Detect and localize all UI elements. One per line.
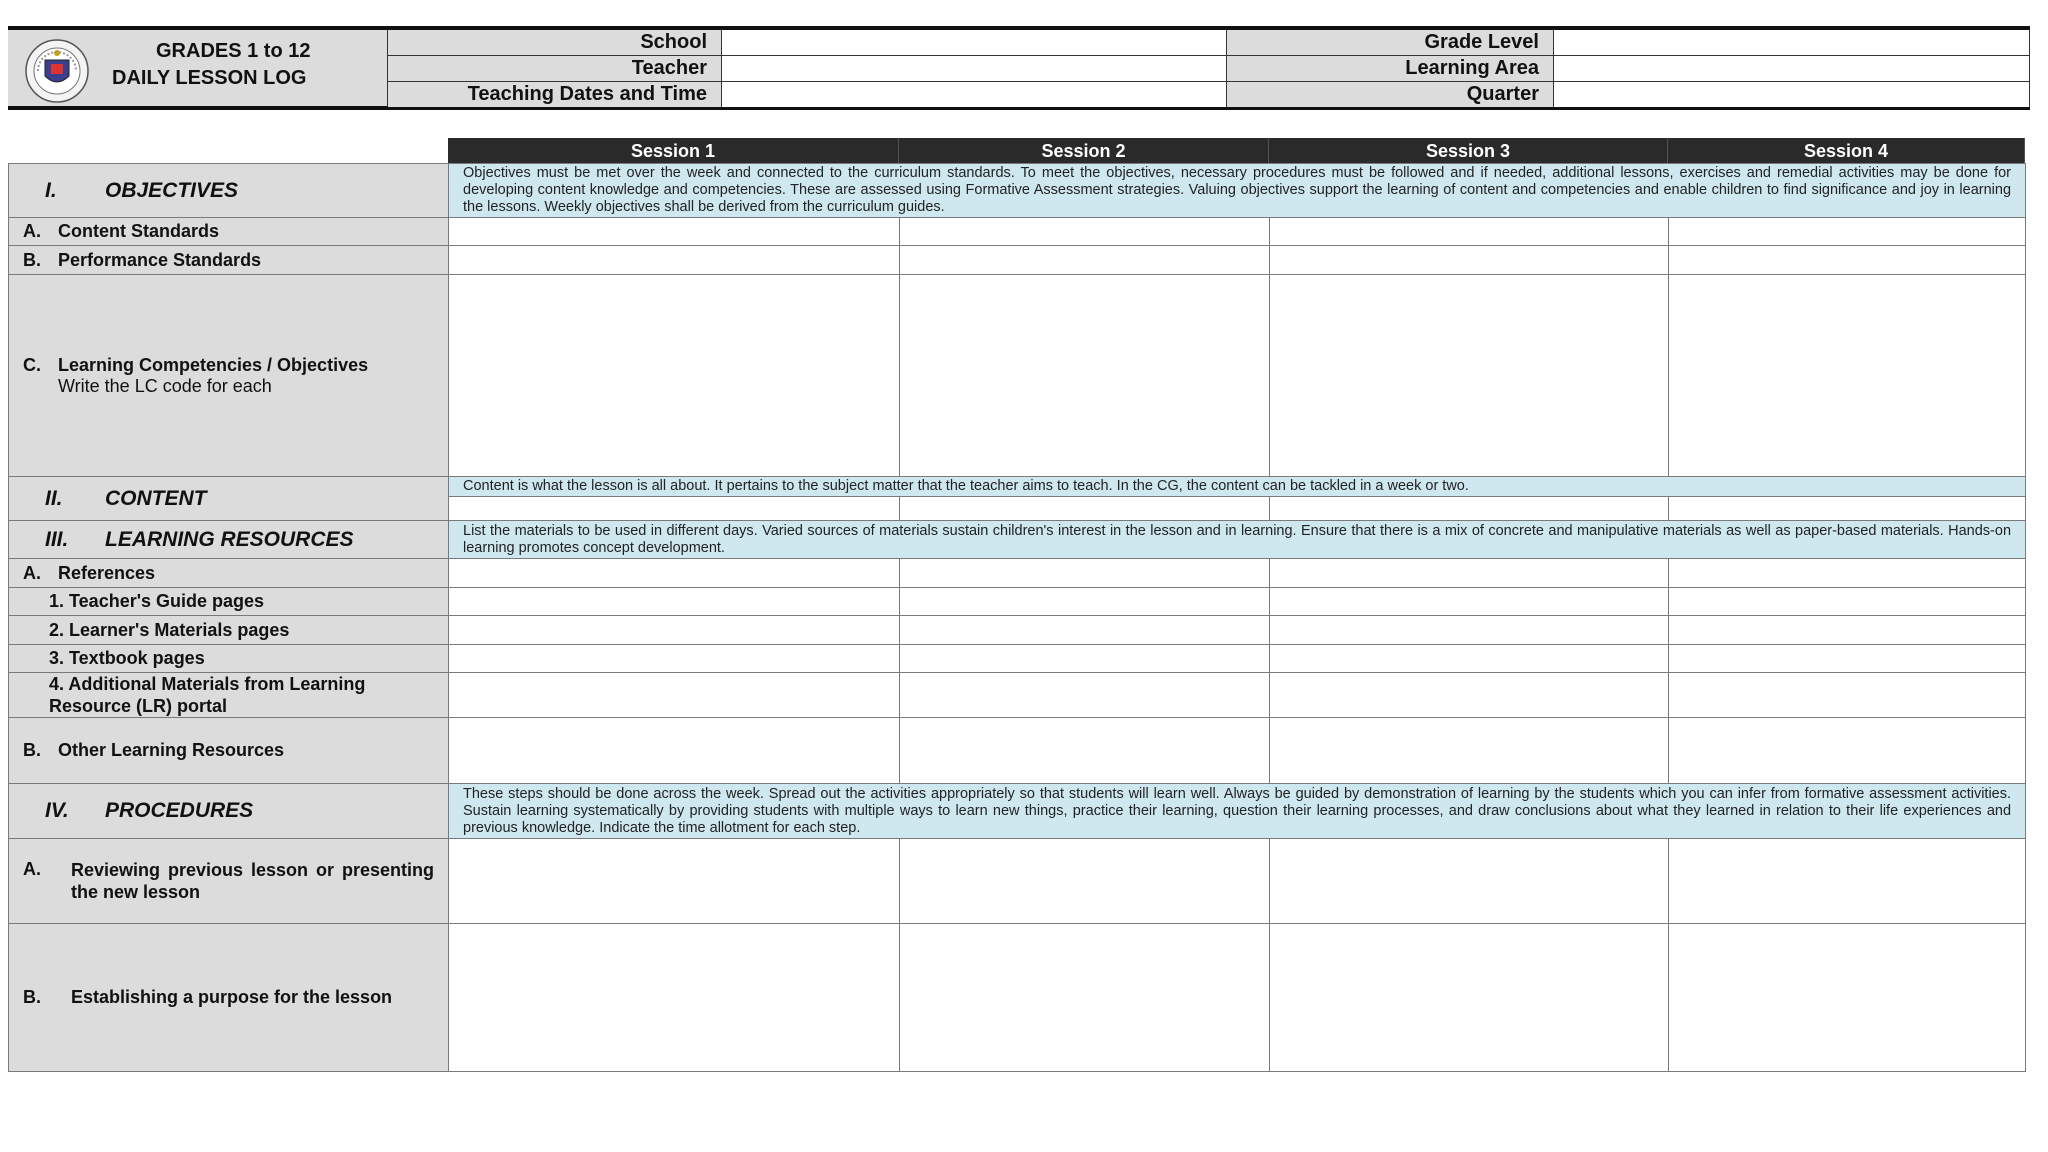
content-note: Content is what the lesson is all about. It pertains to the subject matter that the teacher aims to teach. In the CG, the content can be tackled in a week or two.: [449, 477, 2026, 497]
reviewing-lesson-s2[interactable]: [900, 839, 1270, 924]
textbook-pages-s3[interactable]: [1270, 645, 1669, 673]
table-row: [9, 673, 2026, 718]
content-standards-s3[interactable]: [1270, 218, 1669, 246]
header-block: [8, 26, 2030, 110]
row-letter: B.: [23, 249, 41, 270]
content-s3[interactable]: [1270, 497, 1669, 521]
table-row: [9, 275, 2026, 477]
references-s4[interactable]: [1669, 559, 2026, 588]
textbook-pages-s4[interactable]: [1669, 645, 2026, 673]
references-s1[interactable]: [449, 559, 900, 588]
learning-area-field[interactable]: [1554, 56, 2030, 82]
textbook-pages-label: 3. Textbook pages: [9, 645, 449, 673]
performance-standards-label: [9, 246, 449, 275]
table-row: [9, 645, 2026, 673]
teachers-guide-s3[interactable]: [1270, 588, 1669, 616]
row-letter: A.: [23, 221, 41, 241]
lesson-log-table: [8, 163, 2026, 1072]
deped-seal-icon: [24, 38, 90, 104]
session-1-header: Session 1: [448, 138, 899, 164]
section-title: OBJECTIVES: [105, 178, 239, 202]
additional-materials-s1[interactable]: [449, 673, 900, 718]
other-resources-s1[interactable]: [449, 718, 900, 784]
row-letter: B.: [23, 987, 41, 1007]
section-learning-resources: [9, 521, 449, 559]
teachers-guide-s4[interactable]: [1669, 588, 2026, 616]
section-objectives: [9, 164, 449, 218]
reviewing-lesson-s4[interactable]: [1669, 839, 2026, 924]
quarter-field[interactable]: [1554, 82, 2030, 107]
table-row: [9, 839, 2026, 924]
table-row: [9, 218, 2026, 246]
content-standards-s2[interactable]: [900, 218, 1270, 246]
learning-competencies-s2[interactable]: [900, 275, 1270, 477]
document-title: [112, 38, 382, 92]
section-number: I.: [45, 178, 57, 202]
section-number: IV.: [45, 799, 69, 822]
learning-area-label: Learning Area: [1227, 56, 1554, 82]
header-fields: [388, 30, 2030, 106]
grade-level-field[interactable]: [1554, 30, 2030, 56]
other-resources-s2[interactable]: [900, 718, 1270, 784]
references-label: [9, 559, 449, 588]
establishing-purpose-label: [9, 924, 449, 1072]
other-resources-label: [9, 718, 449, 784]
section-number: III.: [45, 527, 69, 551]
session-3-header: Session 3: [1269, 138, 1668, 164]
content-standards-label: [9, 218, 449, 246]
section-title: CONTENT: [105, 486, 207, 510]
table-row: [9, 718, 2026, 784]
row-label: References: [58, 562, 156, 583]
table-row: [9, 588, 2026, 616]
teacher-label: Teacher: [388, 56, 722, 82]
teachers-guide-s2[interactable]: [900, 588, 1270, 616]
additional-materials-s4[interactable]: [1669, 673, 2026, 718]
row-letter: C.: [23, 354, 41, 375]
content-standards-s1[interactable]: [449, 218, 900, 246]
additional-materials-s3[interactable]: [1270, 673, 1669, 718]
establishing-purpose-s1[interactable]: [449, 924, 900, 1072]
establishing-purpose-s3[interactable]: [1270, 924, 1669, 1072]
teachers-guide-s1[interactable]: [449, 588, 900, 616]
school-label: School: [388, 30, 722, 56]
table-row: [9, 246, 2026, 275]
table-row: [9, 521, 2026, 559]
section-procedures: [9, 784, 449, 839]
section-number: II.: [45, 486, 63, 510]
table-row: [9, 924, 2026, 1072]
teaching-dates-field[interactable]: [722, 82, 1227, 107]
learners-materials-label: 2. Learner's Materials pages: [9, 616, 449, 645]
row-label: Establishing a purpose for the lesson: [71, 987, 393, 1007]
performance-standards-s2[interactable]: [900, 246, 1270, 275]
row-label: Content Standards: [58, 221, 220, 241]
title-line-2: DAILY LESSON LOG: [112, 67, 307, 89]
school-field[interactable]: [722, 30, 1227, 56]
reviewing-lesson-s1[interactable]: [449, 839, 900, 924]
table-row: [9, 784, 2026, 839]
row-letter: A.: [23, 562, 41, 583]
row-sublabel: Write the LC code for each: [58, 375, 272, 396]
teacher-field[interactable]: [722, 56, 1227, 82]
table-row: [9, 164, 2026, 218]
table-row: [9, 616, 2026, 645]
content-s4[interactable]: [1669, 497, 2026, 521]
learners-materials-s1[interactable]: [449, 616, 900, 645]
learners-materials-s2[interactable]: [900, 616, 1270, 645]
row-label: Performance Standards: [58, 249, 262, 270]
performance-standards-s1[interactable]: [449, 246, 900, 275]
reviewing-lesson-s3[interactable]: [1270, 839, 1669, 924]
teachers-guide-label: 1. Teacher's Guide pages: [9, 588, 449, 616]
session-header-bar: [448, 138, 2025, 164]
learners-materials-s3[interactable]: [1270, 616, 1669, 645]
section-title: PROCEDURES: [105, 799, 254, 822]
row-label: Reviewing previous lesson or presenting the new lesson: [71, 860, 434, 902]
learning-competencies-s3[interactable]: [1270, 275, 1669, 477]
learning-competencies-s1[interactable]: [449, 275, 900, 477]
additional-materials-label: 4. Additional Materials from Learning Resource (LR) portal: [9, 673, 449, 718]
session-2-header: Session 2: [899, 138, 1269, 164]
performance-standards-s3[interactable]: [1270, 246, 1669, 275]
table-row: [9, 559, 2026, 588]
title-line-1: GRADES 1 to 12: [156, 40, 311, 62]
textbook-pages-s2[interactable]: [900, 645, 1270, 673]
textbook-pages-s1[interactable]: [449, 645, 900, 673]
content-s1[interactable]: [449, 497, 900, 521]
procedures-note: These steps should be done across the week. Spread out the activities appropriately so that students will learn well. Always be guided by demonstration of learning by the students which you can infer from formative assessment activities. Sustain learning systematically by providing students with multiple ways to learn new things, practice their learning, question their learning processes, and draw conclusions about what they learned in relation to their life experiences and previous knowledge. Indicate the time allotment for each step.: [449, 784, 2026, 839]
section-title: LEARNING RESOURCES: [105, 527, 354, 551]
row-label: Other Learning Resources: [58, 740, 285, 760]
objectives-note: Objectives must be met over the week and connected to the curriculum standards. To meet the objectives, necessary procedures must be followed and if needed, additional lessons, exercises and remedial activities may be done for developing content knowledge and competencies. These are assessed using Formative Assessment strategies. Valuing objectives support the learning of content and competencies and enable children to find significance and joy in learning the lessons. Weekly objectives shall be derived from the curriculum guides.: [449, 164, 2026, 218]
row-label: Learning Competencies / Objectives: [58, 354, 369, 375]
other-resources-s4[interactable]: [1669, 718, 2026, 784]
session-4-header: Session 4: [1668, 138, 2025, 164]
section-content: [9, 477, 449, 521]
establishing-purpose-s4[interactable]: [1669, 924, 2026, 1072]
additional-materials-s2[interactable]: [900, 673, 1270, 718]
header-title-area: [8, 30, 388, 106]
performance-standards-s4[interactable]: [1669, 246, 2026, 275]
other-resources-s3[interactable]: [1270, 718, 1669, 784]
content-standards-s4[interactable]: [1669, 218, 2026, 246]
resources-note: List the materials to be used in different days. Varied sources of materials sustain children's interest in the lesson and in learning. Ensure that there is a mix of concrete and manipulative materials as well as paper-based materials. Hands-on learning promotes concept development.: [449, 521, 2026, 559]
quarter-label: Quarter: [1227, 82, 1554, 107]
references-s2[interactable]: [900, 559, 1270, 588]
row-letter: A.: [23, 859, 41, 879]
row-letter: B.: [23, 740, 41, 760]
learning-competencies-label: [9, 275, 449, 477]
establishing-purpose-s2[interactable]: [900, 924, 1270, 1072]
grade-level-label: Grade Level: [1227, 30, 1554, 56]
content-s2[interactable]: [900, 497, 1270, 521]
teaching-dates-label: Teaching Dates and Time: [388, 82, 722, 107]
learners-materials-s4[interactable]: [1669, 616, 2026, 645]
reviewing-lesson-label: [9, 839, 449, 924]
table-row: [9, 477, 2026, 497]
learning-competencies-s4[interactable]: [1669, 275, 2026, 477]
references-s3[interactable]: [1270, 559, 1669, 588]
